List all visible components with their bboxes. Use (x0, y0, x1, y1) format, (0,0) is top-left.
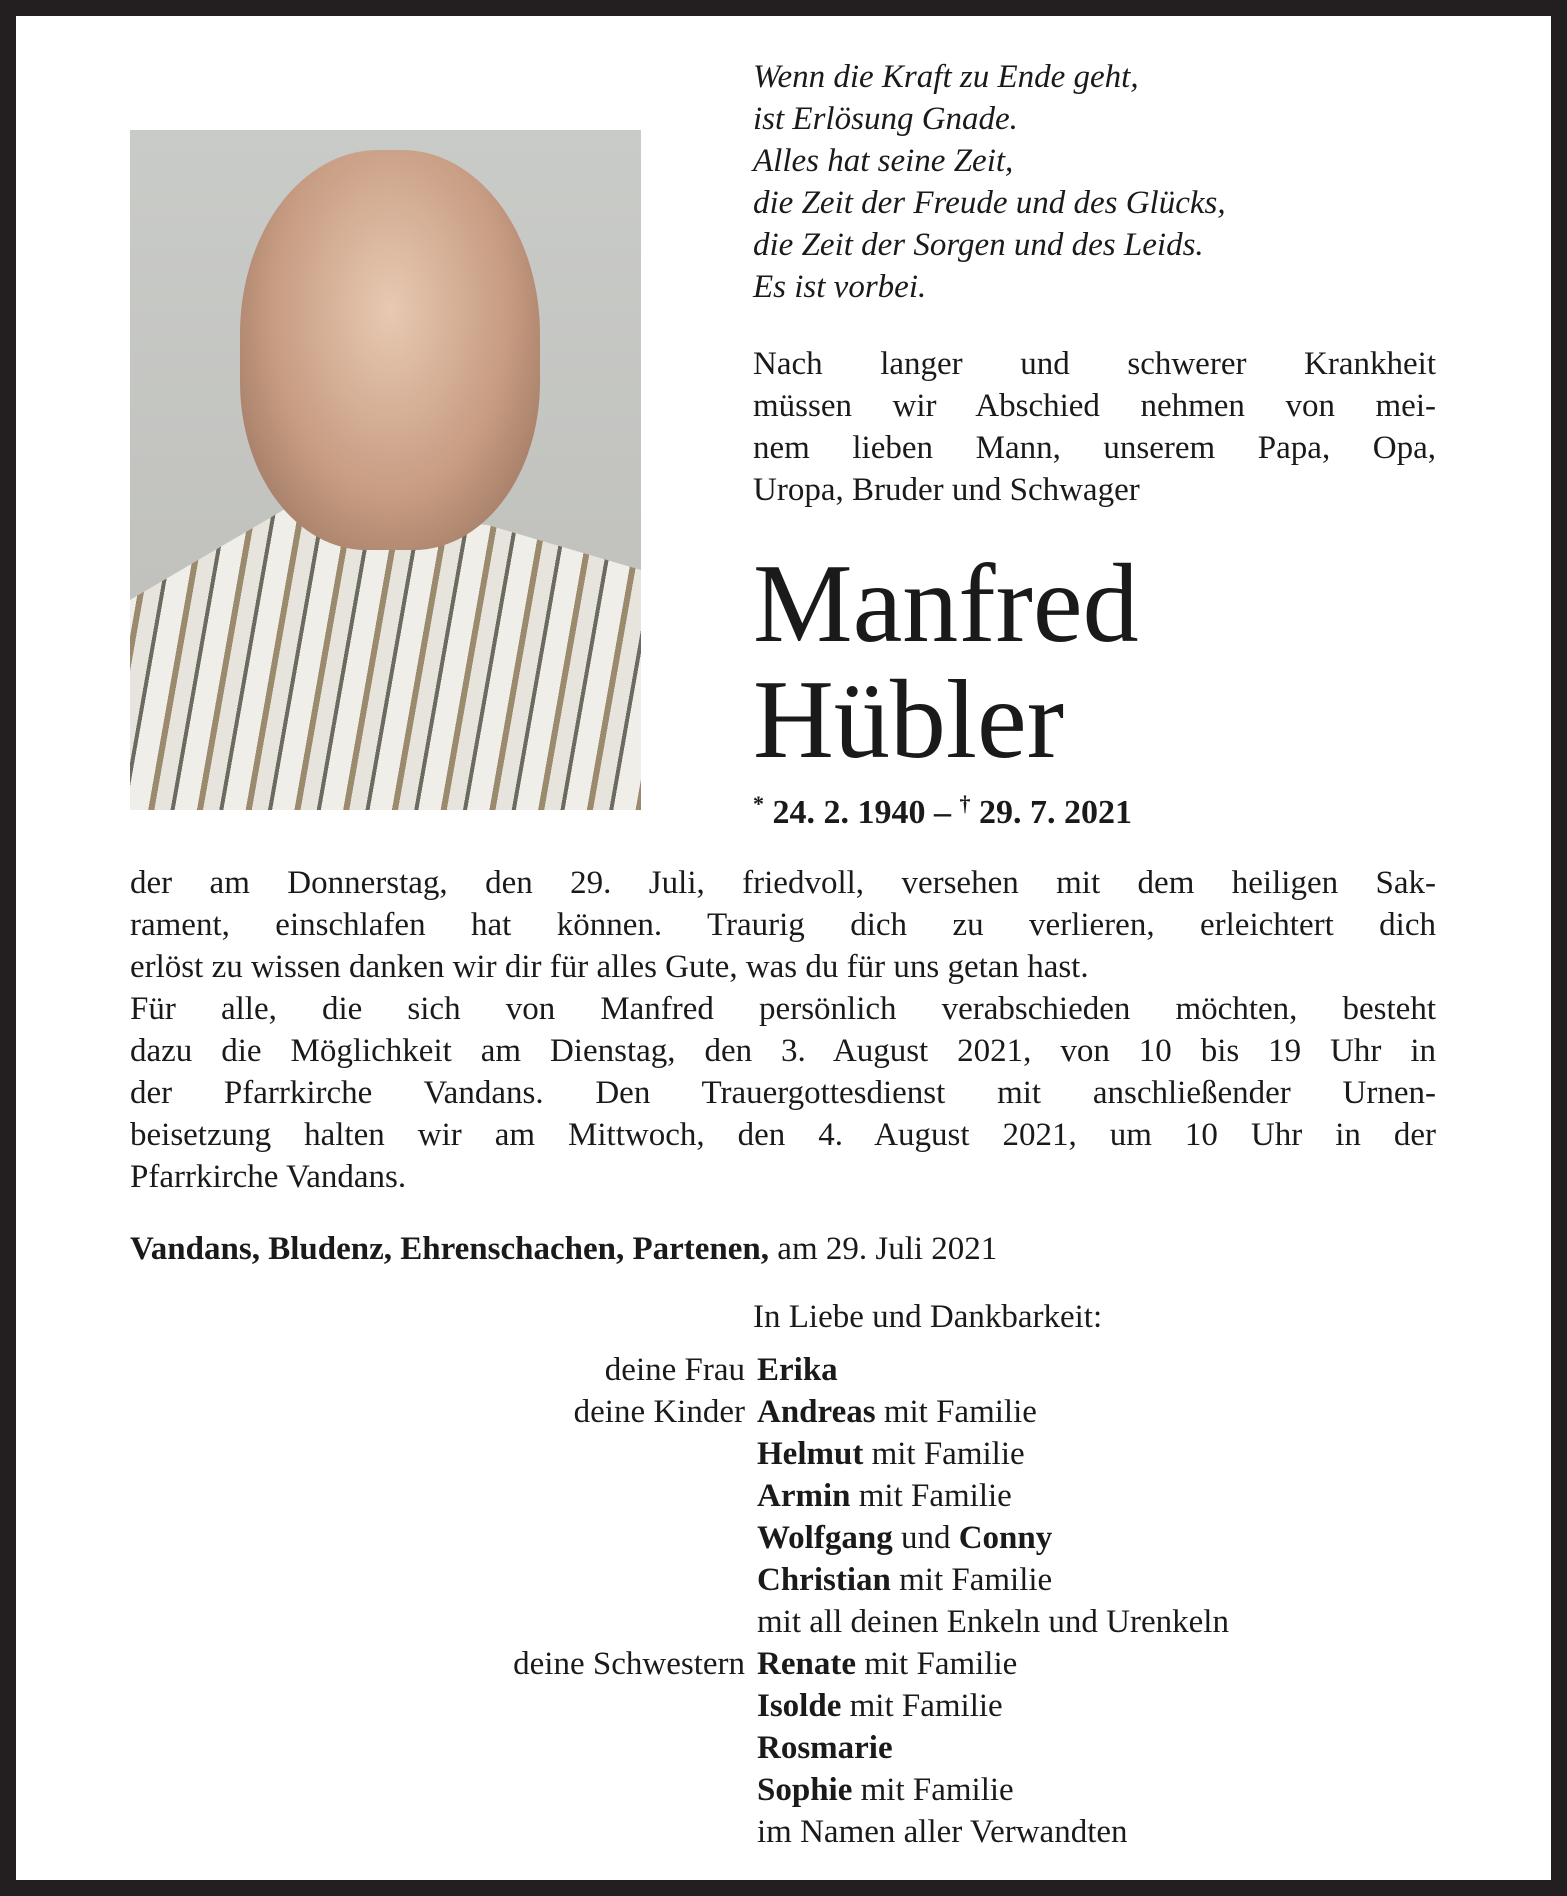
relation-label: deine Schwestern (513, 1646, 745, 1682)
family-row (130, 1811, 1436, 1853)
family-suffix: und (892, 1520, 959, 1556)
family-name: Armin (757, 1478, 851, 1514)
relation-label (130, 1475, 757, 1517)
family-suffix: mit Familie (863, 1436, 1025, 1472)
family-row (130, 1475, 1436, 1517)
family-suffix: mit Familie (852, 1772, 1014, 1808)
family-row (130, 1517, 1436, 1559)
family-name: Andreas (757, 1394, 876, 1430)
body-line: Für alle, die sich von Manfred persönlich verabschieden möchten, besteht (130, 991, 1436, 1027)
family-suffix: im Namen aller Verwandten (757, 1814, 1128, 1850)
place-date: am 29. Juli 2021 (769, 1231, 998, 1267)
birth-symbol: * (753, 791, 764, 816)
life-dates (753, 791, 1132, 832)
family-row (130, 1433, 1436, 1475)
body-line: erlöst zu wissen danken wir dir für alles Gute, was du für uns getan hast. (130, 949, 1089, 985)
poem-line: die Zeit der Freude und des Glücks, (753, 185, 1226, 221)
obituary-page (16, 16, 1551, 1880)
intro-line: nem lieben Mann, unserem Papa, Opa, (753, 430, 1436, 466)
relation-label (130, 1433, 757, 1475)
body-text (130, 862, 1436, 1198)
family-suffix: mit Familie (875, 1394, 1037, 1430)
family-name: Christian (757, 1562, 891, 1598)
family-row (130, 1685, 1436, 1727)
body-line: rament, einschlafen hat können. Traurig dich zu verlieren, erleichtert dich (130, 907, 1436, 943)
thanks-heading: In Liebe und Dankbarkeit: (753, 1299, 1103, 1335)
family-suffix: mit Familie (855, 1646, 1018, 1682)
family-row (130, 1601, 1436, 1643)
body-line: beisetzung halten wir am Mittwoch, den 4. August 2021, um 10 Uhr in der (130, 1117, 1436, 1153)
family-suffix: mit Familie (850, 1478, 1012, 1514)
last-name: Hübler (753, 658, 1065, 782)
intro-line: müssen wir Abschied nehmen von mei- (753, 388, 1436, 424)
poem-line: Wenn die Kraft zu Ende geht, (753, 59, 1139, 95)
deceased-name (753, 542, 1139, 782)
death-symbol: † (959, 791, 971, 816)
portrait-photo (130, 130, 641, 810)
relation-label (130, 1685, 757, 1727)
birth-date: 24. 2. 1940 (772, 794, 926, 831)
family-suffix: mit all deinen Enkeln und Urenkeln (757, 1604, 1229, 1640)
poem-line: die Zeit der Sorgen und des Leids. (753, 227, 1204, 263)
intro-text (753, 343, 1436, 511)
body-line: Pfarrkirche Vandans. (130, 1159, 407, 1195)
relation-label (130, 1517, 757, 1559)
family-row (130, 1727, 1436, 1769)
family-name: Wolfgang (757, 1520, 893, 1556)
poem-line: ist Erlösung Gnade. (753, 101, 1018, 137)
death-date: 29. 7. 2021 (979, 794, 1132, 831)
family-name: Conny (958, 1520, 1053, 1556)
body-line: der Pfarrkirche Vandans. Den Trauergottesdienst mit anschließender Urnen- (130, 1075, 1436, 1111)
body-line: der am Donnerstag, den 29. Juli, friedvoll, versehen mit dem heiligen Sak- (130, 865, 1436, 901)
places: Vandans, Bludenz, Ehrenschachen, Partenen, (130, 1231, 770, 1267)
family-name: Helmut (757, 1436, 864, 1472)
places-date (130, 1228, 997, 1270)
family-name: Sophie (757, 1772, 853, 1808)
first-name: Manfred (753, 542, 1139, 666)
poem-line: Alles hat seine Zeit, (753, 143, 1014, 179)
family-name: Renate (757, 1646, 856, 1682)
family-list (130, 1349, 1436, 1853)
relation-label (130, 1601, 757, 1643)
intro-line: Nach langer und schwerer Krankheit (753, 346, 1436, 382)
relation-label (130, 1811, 757, 1853)
poem-line: Es ist vorbei. (753, 269, 927, 305)
family-name: Erika (757, 1352, 838, 1388)
family-row (130, 1391, 1436, 1433)
family-suffix: mit Familie (841, 1688, 1003, 1724)
family-row (130, 1643, 1436, 1685)
relation-label (130, 1769, 757, 1811)
photo-head (240, 150, 540, 550)
intro-line: Uropa, Bruder und Schwager (753, 472, 1140, 508)
family-name: Isolde (757, 1688, 842, 1724)
body-line: dazu die Möglichkeit am Dienstag, den 3. August 2021, von 10 bis 19 Uhr in (130, 1033, 1436, 1069)
family-row (130, 1559, 1436, 1601)
family-name: Rosmarie (757, 1730, 893, 1766)
poem (753, 56, 1226, 308)
relation-label (130, 1727, 757, 1769)
family-suffix: mit Familie (890, 1562, 1053, 1598)
photo-shirt (130, 510, 641, 810)
relation-label (130, 1559, 757, 1601)
relation-label: deine Kinder (573, 1394, 745, 1430)
date-separator: – (925, 794, 960, 831)
family-row (130, 1769, 1436, 1811)
relation-label: deine Frau (604, 1352, 745, 1388)
family-row (130, 1349, 1436, 1391)
